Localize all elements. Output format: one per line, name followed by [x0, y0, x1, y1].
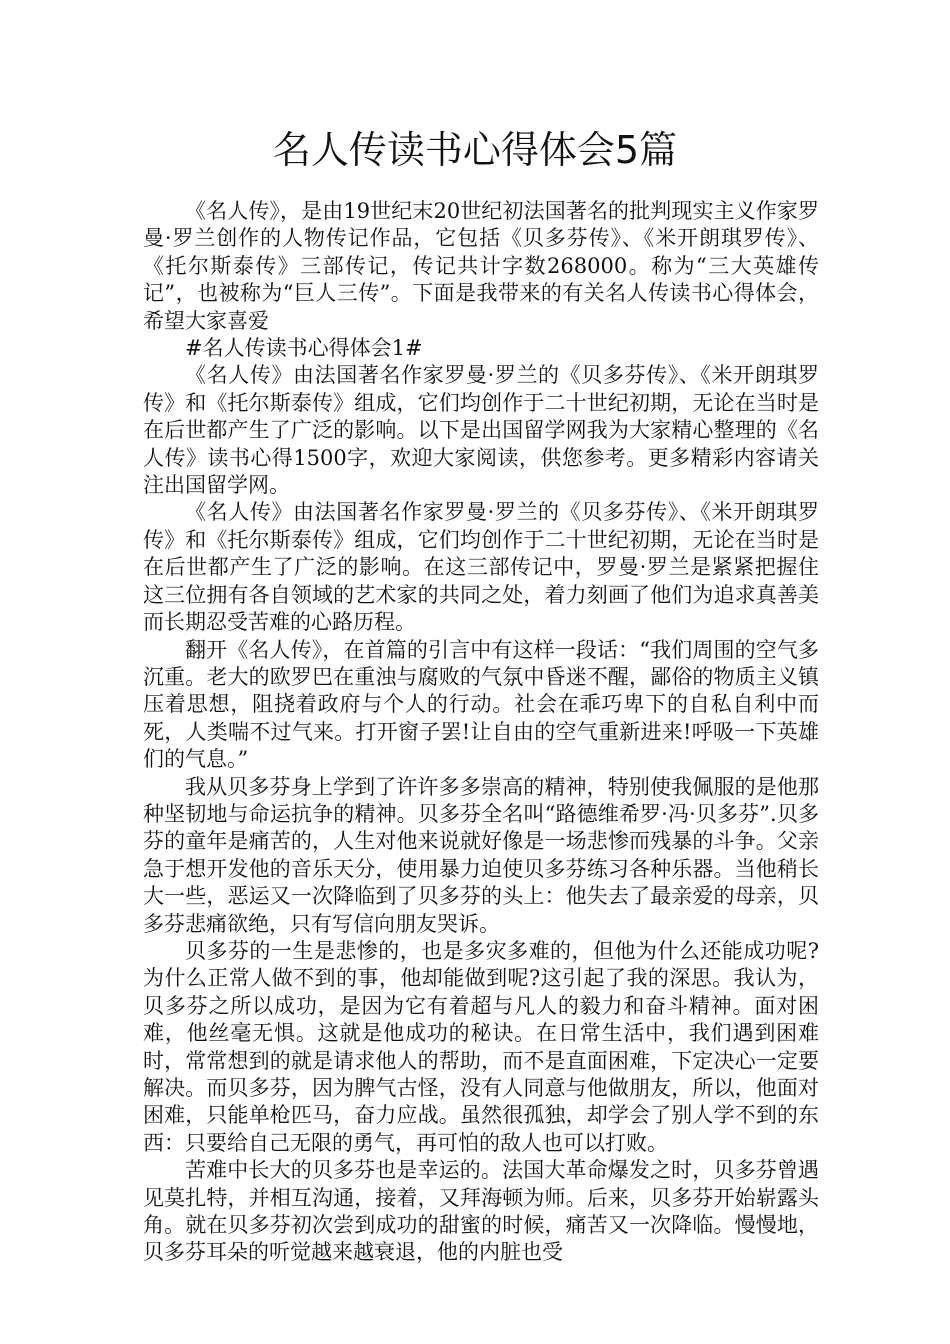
- paragraph: 苦难中长大的贝多芬也是幸运的。法国大革命爆发之时，贝多芬曾遇见莫扎特，并相互沟通，接着，又拜海顿为师。后来，贝多芬开始崭露头角。就在贝多芬初次尝到成功的甜蜜的时候，痛苦又一次降临。慢慢地，贝多芬耳朵的听觉越来越衰退，他的内脏也受: [143, 1158, 819, 1265]
- document-body: [143, 198, 819, 1267]
- paragraph-intro: 《名人传》，是由19世纪末20世纪初法国著名的批判现实主义作家罗曼·罗兰创作的人物传记作品，它包括《贝多芬传》、《米开朗琪罗传》、《托尔斯泰传》三部传记，传记共计字数268000。称为“三大英雄传记”，也被称为“巨人三传”。下面是我带来的有关名人传读书心得体会，希望大家喜爱: [143, 199, 819, 333]
- paragraph: 《名人传》由法国著名作家罗曼·罗兰的《贝多芬传》、《米开朗琪罗传》和《托尔斯泰传》组成，它们均创作于二十世纪初期，无论在当时是在后世都产生了广泛的影响。以下是出国留学网我为大家精心整理的《名人传》读书心得1500字，欢迎大家阅读，供您参考。更多精彩内容请关注出国留学网。: [143, 363, 819, 498]
- paragraph: 贝多芬的一生是悲惨的，也是多灾多难的，但他为什么还能成功呢?为什么正常人做不到的事，他却能做到呢?这引起了我的深思。我认为，贝多芬之所以成功，是因为它有着超与凡人的毅力和奋斗精神。面对困难，他丝毫无惧。这就是他成功的秘诀。在日常生活中，我们遇到困难时，常常想到的就是请求他人的帮助，而不是直面困难，下定决心一定要解决。而贝多芬，因为脾气古怪，没有人同意与他做朋友，所以，他面对困难，只能单枪匹马，奋力应战。虽然很孤独，却学会了别人学不到的东西：只要给自己无限的勇气，再可怕的敌人也可以打败。: [143, 938, 819, 1155]
- paragraph: 翻开《名人传》，在首篇的引言中有这样一段话：“我们周围的空气多沉重。老大的欧罗巴在重浊与腐败的气氛中昏迷不醒，鄙俗的物质主义镇压着思想，阻挠着政府与个人的行动。社会在乖巧卑下的自私自利中而死，人类喘不过气来。打开窗子罢!让自由的空气重新进来!呼吸一下英雄们的气息。”: [143, 637, 819, 772]
- paragraph: 我从贝多芬身上学到了许许多多崇高的精神，特别使我佩服的是他那种坚韧地与命运抗争的精神。贝多芬全名叫“路德维希罗·冯·贝多芬”.贝多芬的童年是痛苦的，人生对他来说就好像是一场悲惨而残暴的斗争。父亲急于想开发他的音乐天分，使用暴力迫使贝多芬练习各种乐器。当他稍长大一些，恶运又一次降临到了贝多芬的头上：他失去了最亲爱的母亲，贝多芬悲痛欲绝，只有写信向朋友哭诉。: [143, 774, 819, 936]
- paragraph: 《名人传》由法国著名作家罗曼·罗兰的《贝多芬传》、《米开朗琪罗传》和《托尔斯泰传》组成，它们均创作于二十世纪初期，无论在当时是在后世都产生了广泛的影响。在这三部传记中，罗曼·罗兰是紧紧把握住这三位拥有各自领域的艺术家的共同之处，着力刻画了他们为追求真善美而长期忍受苦难的心路历程。: [143, 500, 819, 635]
- section-heading: #名人传读书心得体会1#: [185, 336, 423, 361]
- document-title: 名人传读书心得体会5篇: [272, 128, 678, 172]
